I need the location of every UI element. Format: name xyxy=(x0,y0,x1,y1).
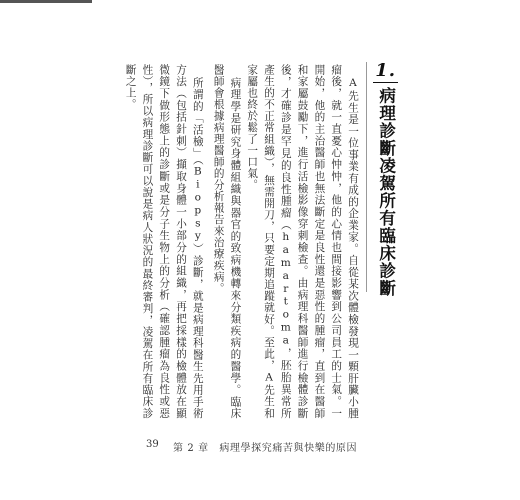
paragraph-3: 所謂的「活檢」（Biopsy）診斷，就是病理科醫生先用手術方法（包括針刺）擷取身體一小部分的組織，再把採樣的檢體放在顯微鏡下做形態上的診斷或是分子生物上的分析（確認腫瘤為良性或惡性），所以病理診斷可以說是病人狀況的最終審判，凌駕在所有臨床診斷之上。 xyxy=(124,64,204,419)
paragraph-1: A先生是一位事業有成的企業家。自從某次體檢發現一顆肝臟小腫瘤後，就一直憂心忡忡，他的心情也間接影響到公司員工的士氣。一開始，他的主治醫師也無法斷定是良性還是惡性的腫瘤，直到在醫師和家屬鼓勵下，進行活檢影像穿刺檢查。由病理科醫師進行檢體診斷後，才確診是罕見的良性腫瘤（hamartoma，胚胎異常所產生的不正常組織），無需開刀，只要定期追蹤就好。至此，A先生和家屬也終於鬆了一口氣。 xyxy=(246,64,359,419)
page-footer xyxy=(146,439,396,455)
running-head: 第 2 章 病理學探究痛苦與快樂的原因 xyxy=(173,443,358,454)
section-number: 1. xyxy=(375,60,396,81)
page-number: 39 xyxy=(146,439,159,450)
section-title: 病理診斷凌駕所有臨床診斷 xyxy=(376,87,396,297)
body-text xyxy=(124,64,361,419)
paragraph-2: 病理學是研究身體組織與器官的致病機轉來分類疾病的醫學。臨床醫師會根據病理醫師的分析報告來治療疾病。 xyxy=(212,64,242,419)
heading-divider xyxy=(366,62,367,292)
section-heading xyxy=(376,60,398,320)
